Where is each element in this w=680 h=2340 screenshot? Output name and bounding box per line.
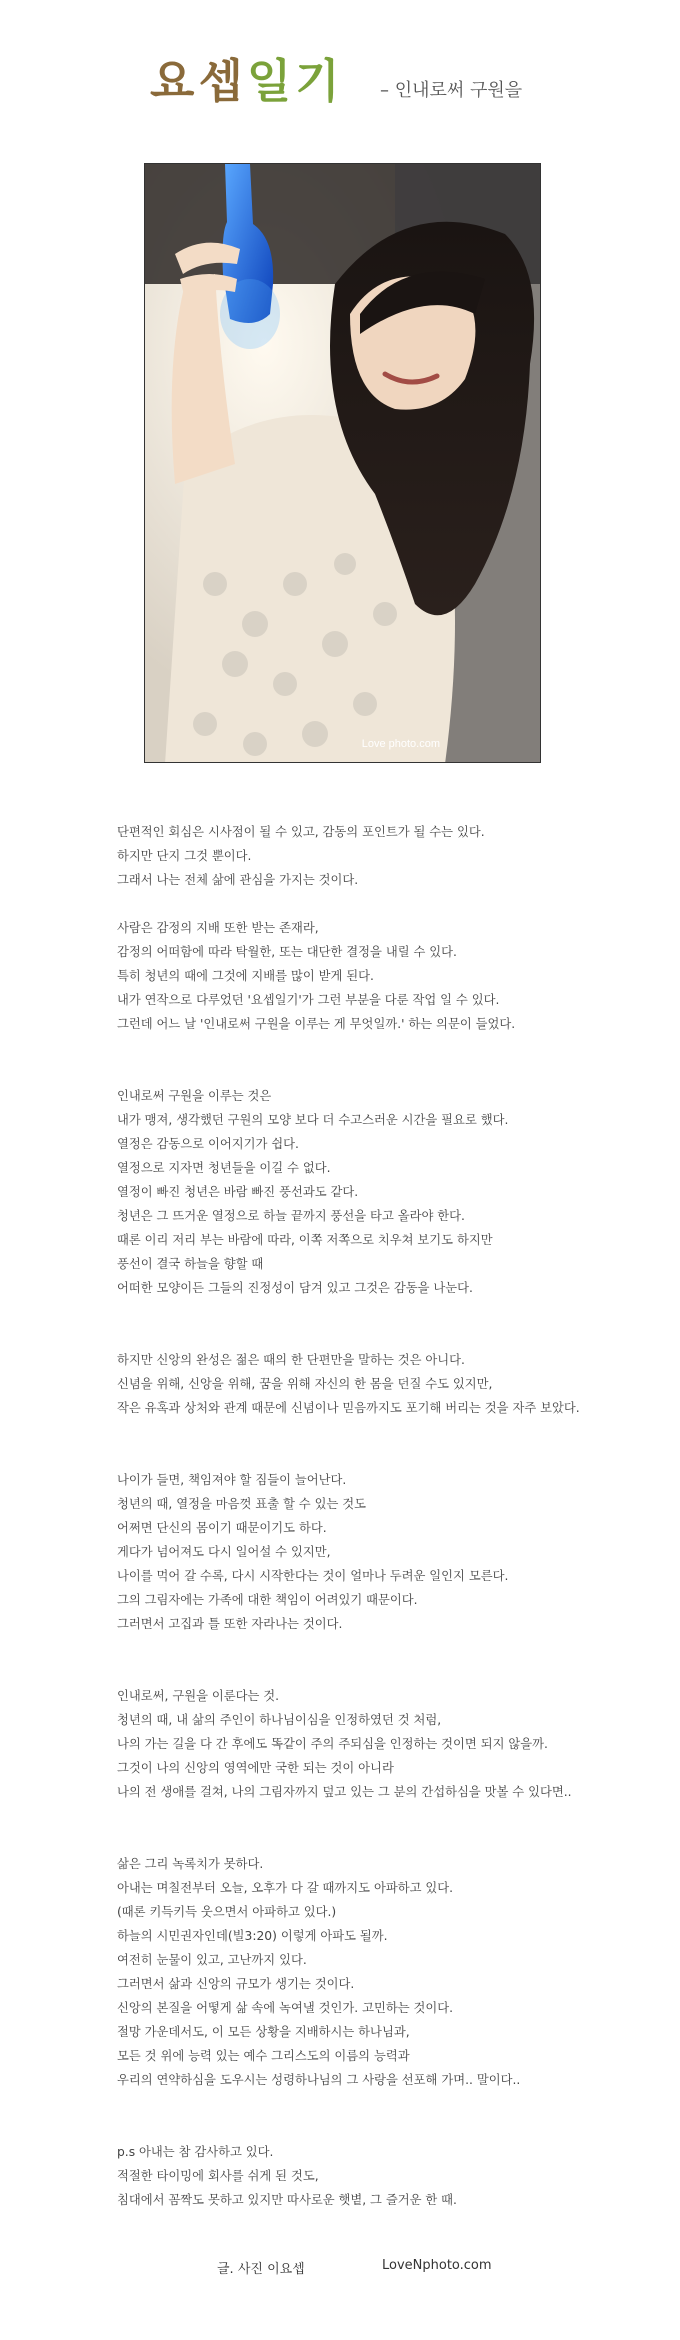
paragraph xyxy=(117,1468,657,1636)
paragraph-line: 하늘의 시민권자인데(빌3:20) 이렇게 아파도 될까. xyxy=(117,1929,388,1943)
photo-watermark: Love photo.com xyxy=(361,738,440,750)
photo-illustration xyxy=(145,164,541,763)
paragraph-line: 열정으로 지자면 청년들을 이길 수 없다. xyxy=(117,1161,331,1175)
paragraph xyxy=(117,1684,657,1804)
page-title xyxy=(150,54,344,108)
paragraph-line: 그래서 나는 전체 삶에 관심을 가지는 것이다. xyxy=(117,873,359,887)
paragraph xyxy=(117,1852,657,2092)
title-part-1: 요셉 xyxy=(150,54,247,108)
paragraph-line: 나이가 들면, 책임져야 할 짐들이 늘어난다. xyxy=(117,1473,347,1487)
paragraph-line: 여전히 눈물이 있고, 고난까지 있다. xyxy=(117,1953,307,1967)
paragraph-line: 그러면서 고집과 틀 또한 자라나는 것이다. xyxy=(117,1617,343,1631)
paragraph-line: 감정의 어떠함에 따라 탁월한, 또는 대단한 결정을 내릴 수 있다. xyxy=(117,945,457,959)
paragraph-line: 때론 이리 저리 부는 바람에 따라, 이쪽 저쪽으로 치우쳐 보기도 하지만 xyxy=(117,1233,493,1247)
paragraph-line: 그것이 나의 신앙의 영역에만 국한 되는 것이 아니라 xyxy=(117,1761,394,1775)
paragraph-line: 신념을 위해, 신앙을 위해, 꿈을 위해 자신의 한 몸을 던질 수도 있지만, xyxy=(117,1377,493,1391)
credit-site: LoveNphoto.com xyxy=(382,2258,492,2273)
article-body xyxy=(117,820,657,2212)
paragraph-line: 신앙의 본질을 어떻게 삶 속에 녹여낼 것인가. 고민하는 것이다. xyxy=(117,2001,454,2015)
paragraph-line: (때론 키득키득 웃으면서 아파하고 있다.) xyxy=(117,1905,337,1919)
paragraph-line: 풍선이 결국 하늘을 향할 때 xyxy=(117,1257,264,1271)
paragraph-line: 사람은 감정의 지배 또한 받는 존재라, xyxy=(117,921,319,935)
paragraph-line: 어쩌면 단신의 몸이기 때문이기도 하다. xyxy=(117,1521,327,1535)
paragraph-line: 열정은 감동으로 이어지기가 쉽다. xyxy=(117,1137,299,1151)
paragraph-line: 나이를 먹어 갈 수록, 다시 시작한다는 것이 얼마나 두려운 일인지 모른다. xyxy=(117,1569,509,1583)
paragraph-line: 청년의 때, 열정을 마음껏 표출 할 수 있는 것도 xyxy=(117,1497,366,1511)
paragraph xyxy=(117,916,657,1036)
paragraph-line: 단편적인 회심은 시사점이 될 수 있고, 감동의 포인트가 될 수는 있다. xyxy=(117,825,485,839)
paragraph xyxy=(117,1348,657,1420)
paragraph-line: 나의 전 생애를 걸쳐, 나의 그림자까지 덮고 있는 그 분의 간섭하심을 맛볼 수 있다면.. xyxy=(117,1785,572,1799)
paragraph-line: 열정이 빠진 청년은 바람 빠진 풍선과도 같다. xyxy=(117,1185,359,1199)
paragraph-line: 절망 가운데서도, 이 모든 상황을 지배하시는 하나님과, xyxy=(117,2025,410,2039)
paragraph-line: 인내로써 구원을 이루는 것은 xyxy=(117,1089,272,1103)
paragraph-line: 하지만 단지 그것 뿐이다. xyxy=(117,849,252,863)
title-part-2: 일기 xyxy=(246,54,344,108)
paragraph-line: 그의 그림자에는 가족에 대한 책임이 어려있기 때문이다. xyxy=(117,1593,418,1607)
paragraph-line: 내가 맹져, 생각했던 구원의 모양 보다 더 수고스러운 시간을 필요로 했다. xyxy=(117,1113,509,1127)
paragraph-line: 특히 청년의 때에 그것에 지배를 많이 받게 된다. xyxy=(117,969,374,983)
paragraph-line: 청년의 때, 내 삶의 주인이 하나님이심을 인정하였던 것 처럼, xyxy=(117,1713,442,1727)
paragraph-line: 하지만 신앙의 완성은 젊은 때의 한 단편만을 말하는 것은 아니다. xyxy=(117,1353,465,1367)
credit-author: 글. 사진 이요셉 xyxy=(217,2262,305,2277)
paragraph-line: 모든 것 위에 능력 있는 예수 그리스도의 이름의 능력과 xyxy=(117,2049,410,2063)
paragraph xyxy=(117,2140,657,2212)
paragraph-line: 삶은 그리 녹록치가 못하다. xyxy=(117,1857,264,1871)
paragraph-line: 침대에서 꼼짝도 못하고 있지만 따사로운 햇볕, 그 즐거운 한 때. xyxy=(117,2193,457,2207)
paragraph xyxy=(117,1084,657,1300)
page-subtitle: – 인내로써 구원을 xyxy=(380,80,523,101)
paragraph-line: p.s 아내는 참 감사하고 있다. xyxy=(117,2145,274,2159)
paragraph-line: 게다가 넘어져도 다시 일어설 수 있지만, xyxy=(117,1545,331,1559)
paragraph-line: 그런데 어느 날 '인내로써 구원을 이루는 게 무엇일까.' 하는 의문이 들었다. xyxy=(117,1017,516,1031)
paragraph-line: 아내는 며칠전부터 오늘, 오후가 다 갈 때까지도 아파하고 있다. xyxy=(117,1881,454,1895)
paragraph-line: 우리의 연약하심을 도우시는 성령하나님의 그 사랑을 선포해 가며.. 말이다.. xyxy=(117,2073,521,2087)
paragraph-line: 어떠한 모양이든 그들의 진정성이 담겨 있고 그것은 감동을 나눈다. xyxy=(117,1281,473,1295)
paragraph-line: 작은 유혹과 상처와 관계 때문에 신념이나 믿음까지도 포기해 버리는 것을 자주 보았다. xyxy=(117,1401,580,1415)
paragraph-line: 내가 연작으로 다루었던 '요셉일기'가 그런 부분을 다룬 작업 일 수 있다. xyxy=(117,993,500,1007)
paragraph xyxy=(117,820,657,892)
paragraph-line: 인내로써, 구원을 이룬다는 것. xyxy=(117,1689,280,1703)
paragraph-line: 청년은 그 뜨거운 열정으로 하늘 끝까지 풍선을 타고 올라야 한다. xyxy=(117,1209,465,1223)
paragraph-line: 그러면서 삶과 신앙의 규모가 생기는 것이다. xyxy=(117,1977,355,1991)
paragraph-line: 나의 가는 길을 다 간 후에도 똑같이 주의 주되심을 인정하는 것이면 되지 않을까. xyxy=(117,1737,548,1751)
paragraph-line: 적절한 타이밍에 회사를 쉬게 된 것도, xyxy=(117,2169,319,2183)
main-photo xyxy=(144,163,541,763)
